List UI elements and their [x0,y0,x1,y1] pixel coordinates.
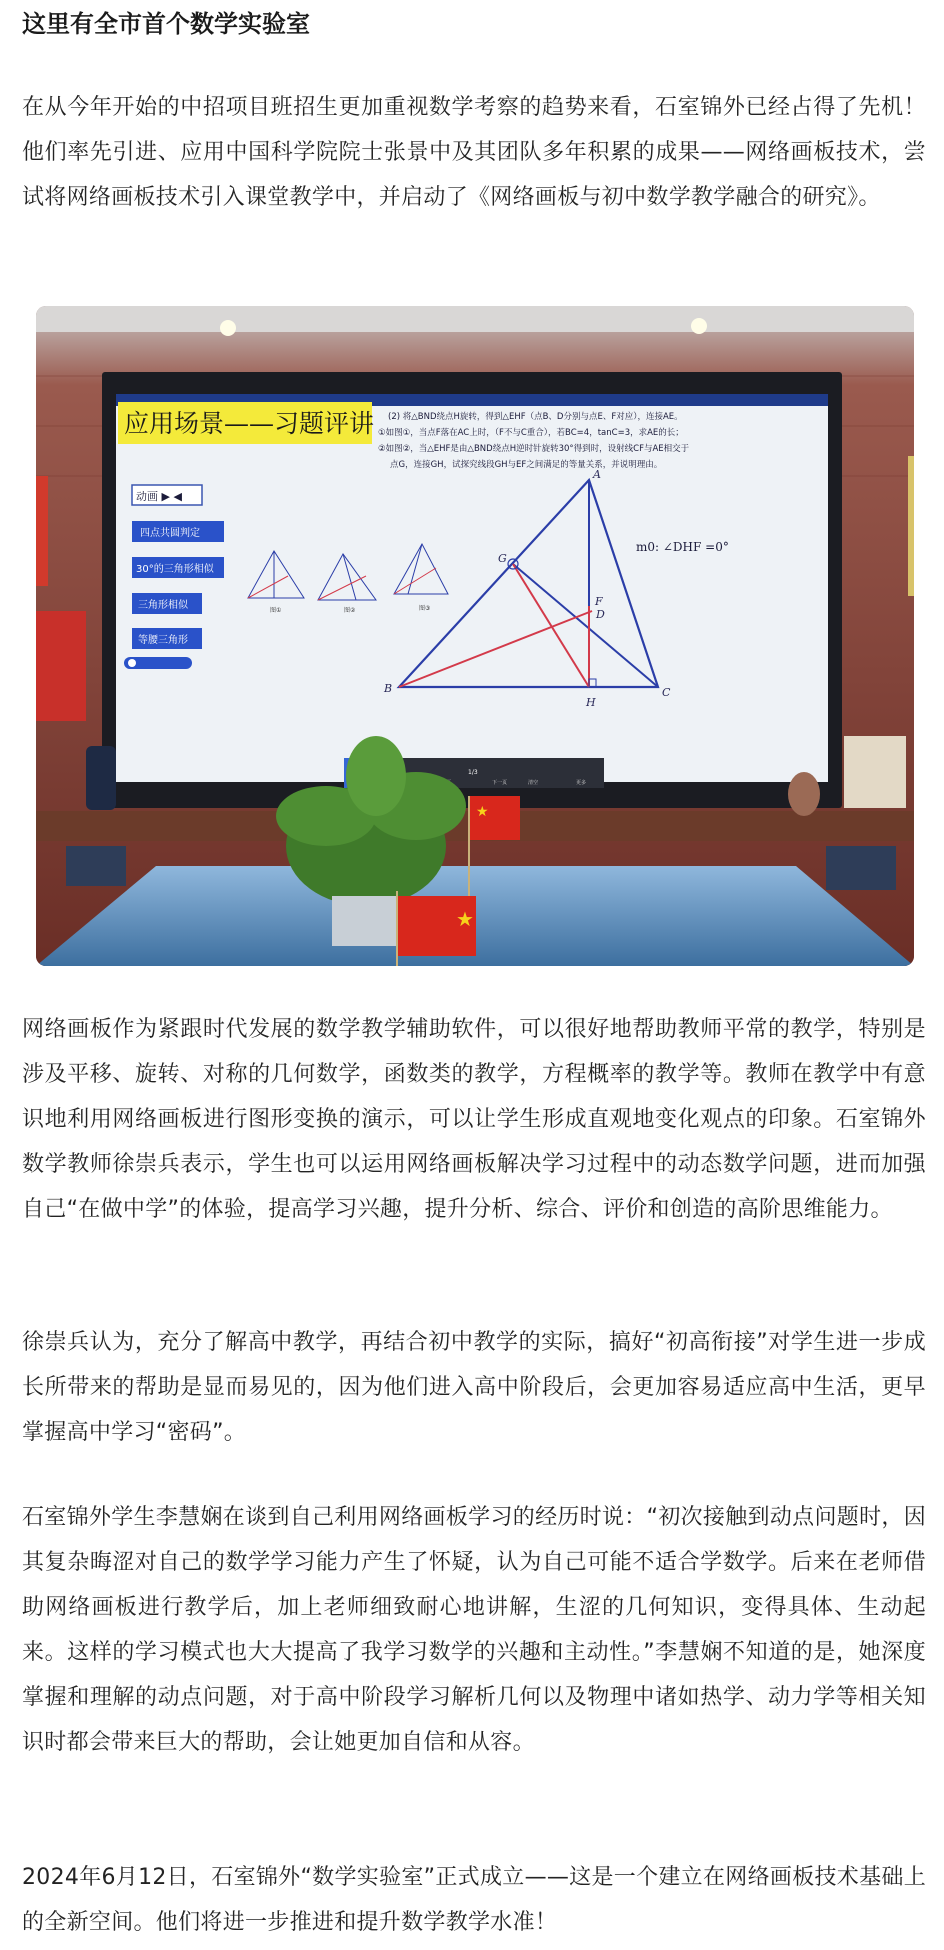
toolbar-label-next[interactable]: 下一页 [492,780,508,786]
problem-line-1: (2) 将△BND绕点H旋转，得到△EHF（点B、D分别与点E、F对应），连接AE。 [388,412,683,422]
label-f: F [595,595,603,608]
toolbar-label-clear[interactable]: 清空 [528,780,539,786]
slider-knob[interactable] [128,659,136,667]
ceiling-light-left [220,320,236,336]
paragraph-teacher-view: 徐崇兵认为，充分了解高中教学，再结合初中教学的实际，搞好“初高衔接”对学生进一步成长所带来的帮助是显而易见的，因为他们进入高中阶段后，会更加容易适应高中生活，更早掌握高中学习“密码”。 [22,1330,926,1445]
thumbnail-label-1: 图① [270,607,282,614]
classroom-photo-svg [36,306,914,966]
left-poster [36,611,86,721]
toolbar-page-indicator: 1/3 [468,769,478,776]
books [844,736,906,808]
left-poster-edge [36,476,48,586]
paragraph-intro: 在从今年开始的中招项目班招生更加重视数学考察的趋势来看，石室锦外已经占得了先机！他们率先引进、应用中国科学院院士张景中及其团队多年积累的成果——网络画板技术，尝试将网络画板技术引入课堂教学中，并启动了《网络画板与初中数学教学融合的研究》。 [22,95,926,210]
problem-line-3: ②如图②，当△EHF是由△BND绕点H逆时针旋转30°得到时，设射线CF与AE相交于 [378,444,690,454]
thumbnail-label-2: 图② [344,607,356,614]
thermos [86,746,116,810]
label-a: A [593,468,601,481]
paragraph-lab-founded: 2024年6月12日，石室锦外“数学实验室”正式成立——这是一个建立在网络画板技术基础上的全新空间。他们将进一步推进和提升数学教学水准！ [22,1865,926,1935]
thumbnail-label-3: 图③ [419,605,431,612]
animation-control-label: 动画 ▶ ◀ [136,490,182,503]
button-similar-label: 三角形相似 [138,600,188,611]
button-isosceles-label: 等腰三角形 [138,635,188,646]
label-g: G [498,552,507,565]
problem-line-2: ①如图①，当点F落在AC上时，（F不与C重合），若BC=4，tanC=3，求AE的长； [378,428,684,438]
paragraph-software: 网络画板作为紧跟时代发展的数学教学辅助软件，可以很好地帮助教师平常的教学，特别是涉及平移、旋转、对称的几何数学，函数类的教学，方程概率的教学等。教师在教学中有意识地利用网络画板进行图形变换的演示，可以让学生形成直观地变化观点的印象。石室锦外数学教师徐崇兵表示，学生也可以运用网络画板解决学习过程中的动态数学问题，进而加强自己“在做中学”的体验，提高学习兴趣，提升分析、综合、评价和创造的高阶思维能力。 [22,1017,926,1222]
button-30-similar-label: 30°的三角形相似 [136,564,214,575]
chair-right [826,846,896,890]
svg-text:★: ★ [456,907,474,931]
label-b: B [384,682,393,695]
article-heading: 这里有全市首个数学实验室 [22,10,310,38]
decor-stone [788,772,820,816]
chair-left [66,846,126,886]
ceiling [36,306,914,332]
problem-line-4: 点G，连接GH，试探究线段GH与EF之间满足的等量关系，并说明理由。 [390,460,663,470]
angle-measurement: m0: ∠DHF =0° [636,540,729,554]
label-c: C [662,686,671,699]
label-h: H [586,696,596,709]
right-poster-edge [908,456,914,596]
button-cyclic-quad-label: 四点共圆判定 [140,528,200,539]
label-d: D [596,608,605,621]
slide-title: 应用场景——习题评讲 [124,409,375,438]
paragraph-student-quote: 石室锦外学生李慧娴在谈到自己利用网络画板学习的经历时说：“初次接触到动点问题时，因其复杂晦涩对自己的数学学习能力产生了怀疑，认为自己可能不适合学数学。后来在老师借助网络画板进行教学后，加上老师细致耐心地讲解，生涩的几何知识，变得具体、生动起来。这样的学习模式也大大提高了我学习数学的兴趣和主动性。”李慧娴不知道的是，她深度掌握和理解的动点问题，对于高中阶段学习解析几何以及物理中诸如热学、动力学等相关知识时都会带来巨大的帮助，会让她更加自信和从容。 [22,1505,926,1755]
classroom-photo [36,306,914,966]
toolbar-label-more[interactable]: 更多 [576,780,587,786]
svg-text:★: ★ [476,804,489,820]
ceiling-light-right [691,318,707,334]
